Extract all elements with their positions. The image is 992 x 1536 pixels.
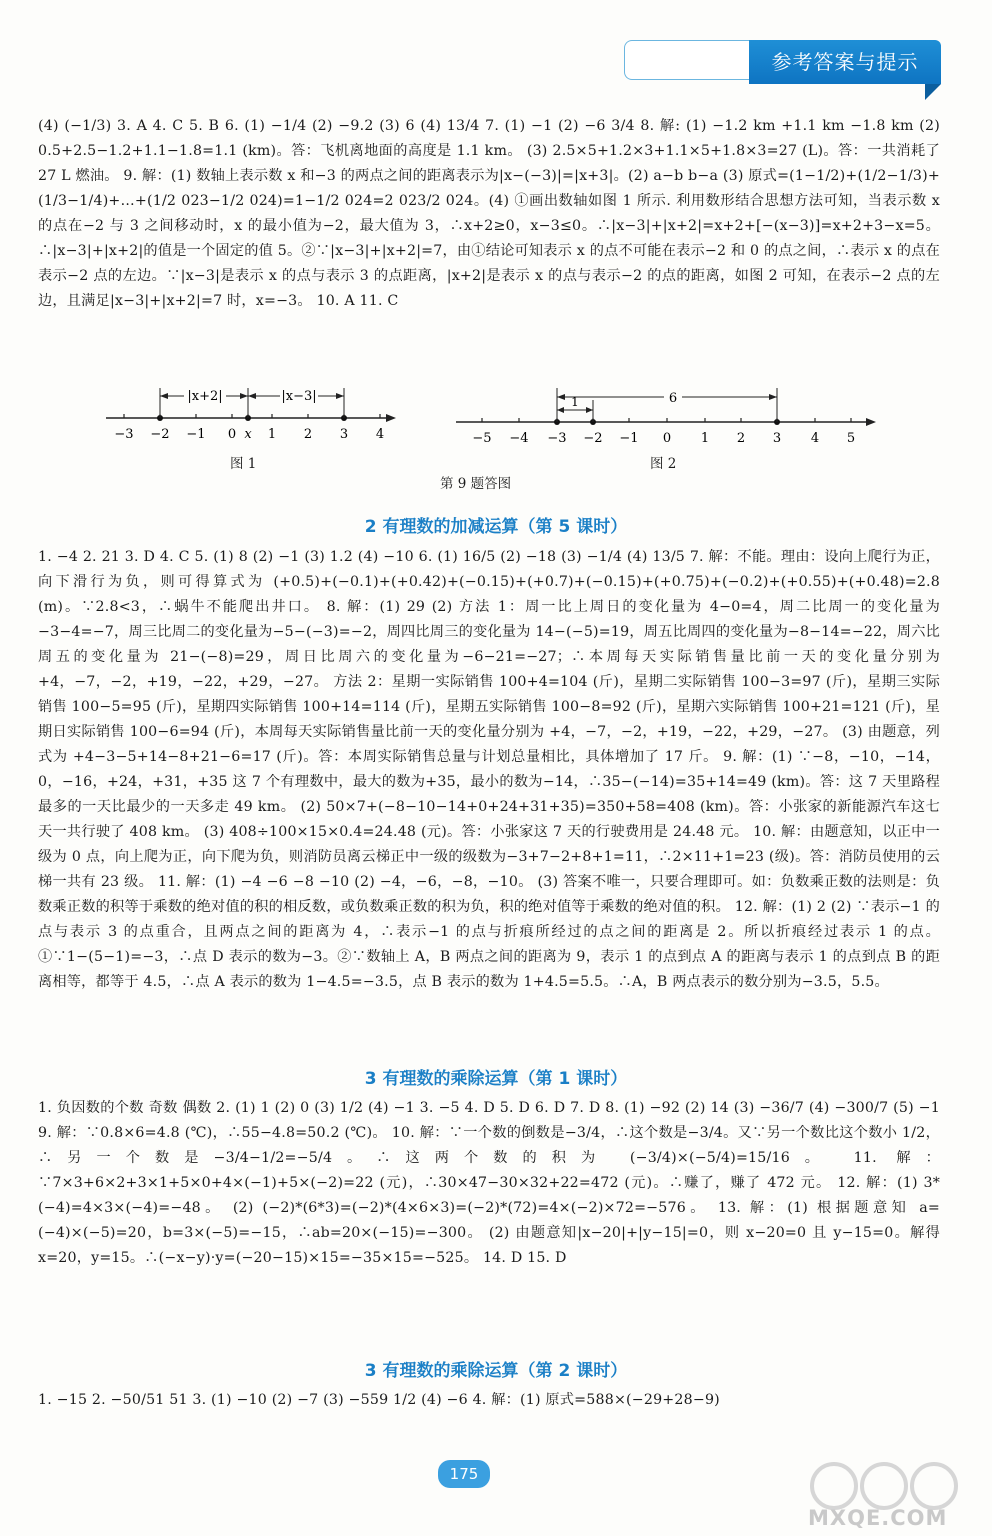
- tick-label: 0: [662, 431, 672, 446]
- figure-caption: 第 9 题答图: [440, 476, 512, 492]
- answers-para-2: 1. −4 2. 21 3. D 4. C 5. (1) 8 (2) −1 (3) 1.2 (4) −10 6. (1) 16/5 (2) −18 (3) −1/4 (4) 13/5 7. 解：不能。理由：设向上爬行为正，向下滑行为负，则可得算式为 (+0.5)+(−0.1)+(+0.42)+(−0.15)+(+0.7)+(−0.15)+(+0.75)+(−0.2)+(+0.55)+(+0.48)=2.8 (m)。∵2.8<3，∴蜗牛不能爬出井口。 8. 解：(1) 29 (2) 方法 1：周一比上周日的变化量为 4−0=4，周二比周一的变化量为−3−4=−7，周三比周二的变化量为−5−(−3)=−2，周四比周三的变化量为 14−(−5)=19，周五比周四的变化量为−8−14=−22，周六比周五的变化量为 21−(−8)=29，周日比周六的变化量为−6−21=−27；∴本周每天实际销售量比前一天的变化量分别为 +4，−7，−2，+19，−22，+29，−27。 方法 2：星期一实际销售 100+4=104 (斤)，星期二实际销售 100−3=97 (斤)，星期三实际销售 100−5=95 (斤)，星期四实际销售 100+14=114 (斤)，星期五实际销售 100−8=92 (斤)，星期六实际销售 100+21=121 (斤)，星期日实际销售 100−6=94 (斤)，本周每天实际销售量比前一天的变化量分别为 +4，−7，−2，+19，−22，+29，−27。 (3) 由题意，列式为 +4−3−5+14−8+21−6=17 (斤)。答：本周实际销售总量与计划总量相比，具体增加了 17 斤。 9. 解：(1) ∵−8，−10，−14，0，−16，+24，+31，+35 这 7 个有理数中，最大的数为+35，最小的数为−14，∴35−(−14)=35+14=49 (km)。答：这 7 天里路程最多的一天比最少的一天多走 49 km。 (2) 50×7+(−8−10−14+0+24+31+35)=350+58=408 (km)。答：小张家的新能源汽车这七天一共行驶了 408 km。 (3) 408÷100×15×0.4=24.48 (元)。答：小张家这 7 天的行驶费用是 24.48 元。 10. 解：由题意知，以正中一级为 0 点，向上爬为正，向下爬为负，则消防员离云梯正中一级的级数为−3+7−2+8+1=11，∴2×11+1=23 (级)。答：消防员使用的云梯一共有 23 级。 11. 解：(1) −4 −6 −8 −10 (2) −4，−6，−8，−10。 (3) 答案不唯一，只要合理即可。如：负数乘正数的法则是：负数乘正数的积等于乘数的绝对值的积的相反数，或负数乘正数的积为负，积的绝对值等于乘数的绝对值的积。 12. 解：(1) 2 (2) ∵表示−1 的点与表示 3 的点重合，且两点之间的距离为 4，∴表示−1 的点与折痕所经过的点之间的距离是 2。所以折痕经过表示 1 的点。①∵1−(5−1)=−3，∴点 D 表示的数为−3。②∵数轴上 A，B 两点之间的距离为 9，表示 1 的点到点 A 的距离与表示 1 的点到点 B 的距离相等，都等于 4.5，∴点 A 表示的数为 1−4.5=−3.5，点 B 表示的数为 1+4.5=5.5。∴A，B 两点表示的数分别为−3.5，5.5。: [38, 549, 941, 990]
- tick-label: 3: [772, 431, 782, 446]
- tick-label: 4: [375, 427, 385, 442]
- header-title: 参考答案与提示: [749, 40, 941, 84]
- tick-label: −2: [150, 427, 170, 442]
- answers-block-3: [38, 1096, 940, 1271]
- tick-label: 3: [339, 427, 349, 442]
- tick-label: 0: [227, 427, 237, 442]
- tick-label: 4: [810, 431, 820, 446]
- tick-label: 2: [736, 431, 746, 446]
- section-title-addsub-5: 2 有理数的加减运算（第 5 课时）: [364, 517, 628, 537]
- tick-label: 5: [846, 431, 856, 446]
- page-number: 175: [438, 1460, 490, 1488]
- answers-para-4: 1. −15 2. −50/51 51 3. (1) −10 (2) −7 (3) −559 1/2 (4) −6 4. 解：(1) 原式=588×(−29+28−9): [38, 1392, 720, 1408]
- tick-label: −5: [472, 431, 492, 446]
- tick-label: −3: [114, 427, 134, 442]
- watermark-text: MXQE.COM: [808, 1506, 948, 1530]
- tick-label: 1: [700, 431, 710, 446]
- tick-label: 2: [303, 427, 313, 442]
- figure-2-label: 图 2: [650, 456, 677, 472]
- section-title-muldiv-2: 3 有理数的乘除运算（第 2 课时）: [364, 1361, 628, 1381]
- tick-label: −1: [186, 427, 206, 442]
- answers-block-2: [38, 545, 940, 995]
- figure-1-abs-left: |x+2|: [187, 389, 223, 404]
- answers-block-4: [38, 1388, 940, 1413]
- tick-label: −4: [509, 431, 529, 446]
- figure-1-label: 图 1: [230, 456, 257, 472]
- tick-label: −2: [583, 431, 603, 446]
- figure-2-distance-big: 6: [668, 391, 678, 406]
- figure-1-abs-right: |x−3|: [281, 389, 317, 404]
- number-line-figures: [0, 0, 992, 500]
- figure-2-number-line: [456, 388, 876, 446]
- tick-label: 1: [267, 427, 277, 442]
- tick-label: −3: [547, 431, 567, 446]
- answers-para-1: (4) (−1/3) 3. A 4. C 5. B 6. (1) −1/4 (2) −9.2 (3) 6 (4) 13/4 7. (1) −1 (2) −6 3/4 8. 解: (1) −1.2 km +1.1 km −1.8 km (2) 0.5+2.5−1.2+1.1−1.8=1.1 (km)。答：飞机离地面的高度是 1.1 km。 (3) 2.5×5+1.2×3+1.1×5+1.8×3=27 (L)。答：一共消耗了 27 L 燃油。 9. 解：(1) 数轴上表示数 x 和−3 的两点之间的距离表示为|x−(−3)|=|x+3|。(2) a−b b−a (3) 原式=(1−1/2)+(1/2−1/3)+(1/3−1/4)+…+(1/2 023−1/2 024)=1−1/2 024=2 023/2 024。(4) ①画出数轴如图 1 所示. 利用数形结合思想方法可知，当表示数 x 的点在−2 与 3 之间移动时，x 的最小值为−2，最大值为 3，∴x+2≥0，x−3≤0。∴|x−3|+|x+2|=x+2+[−(x−3)]=x+2+3−x=5。∴|x−3|+|x+2|的值是一个固定的值 5。②∵|x−3|+|x+2|=7，由①结论可知表示 x 的点不可能在表示−2 和 0 的点之间，∴表示 x 的点在表示−2 点的左边。∵|x−3|是表示 x 的点与表示 3 的点距离，|x+2|是表示 x 的点与表示−2 的点的距离，如图 2 可知，在表示−2 点的左边，且满足|x−3|+|x+2|=7 时，x=−3。 10. A 11. C: [38, 118, 940, 309]
- tick-label: −1: [619, 431, 639, 446]
- answers-para-3: 1. 负因数的个数 奇数 偶数 2. (1) 1 (2) 0 (3) 1/2 (4) −1 3. −5 4. D 5. D 6. D 7. D 8. (1) −92 (2) 14 (3) −36/7 (4) −300/7 (5) −1 9. 解：∵0.8×6=4.8 (℃)，∴55−4.8=50.2 (℃)。 10. 解：∵一个数的倒数是−3/4，∴这个数是−3/4。又∵另一个数比这个数小 1/2，∴另一个数是−3/4−1/2=−5/4。∴这两个数的积为 (−3/4)×(−5/4)=15/16。 11. 解：∵7×3+6×2+3×1+5×0+4×(−1)+5×(−2)=22 (元)，∴30×47−30×32+22=472 (元)。∴赚了，赚了 472 元。 12. 解：(1) 3*(−4)=4×3×(−4)=−48。 (2) (−2)*(6*3)=(−2)*(4×6×3)=(−2)*(72)=4×(−2)×72=−576。 13. 解：(1) 根据题意知 a=(−4)×(−5)=20，b=3×(−5)=−15，∴ab=20×(−15)=−300。 (2) 由题意知|x−20|+|y−15|=0，则 x−20=0 且 y−15=0。解得 x=20，y=15。∴(−x−y)·y=(−20−15)×15=−35×15=−525。 14. D 15. D: [38, 1100, 940, 1266]
- figure-1-number-line: [106, 386, 396, 442]
- tick-label: x: [244, 427, 252, 442]
- figure-2-distance-small: 1: [571, 395, 579, 409]
- section-title-muldiv-1: 3 有理数的乘除运算（第 1 课时）: [364, 1069, 628, 1089]
